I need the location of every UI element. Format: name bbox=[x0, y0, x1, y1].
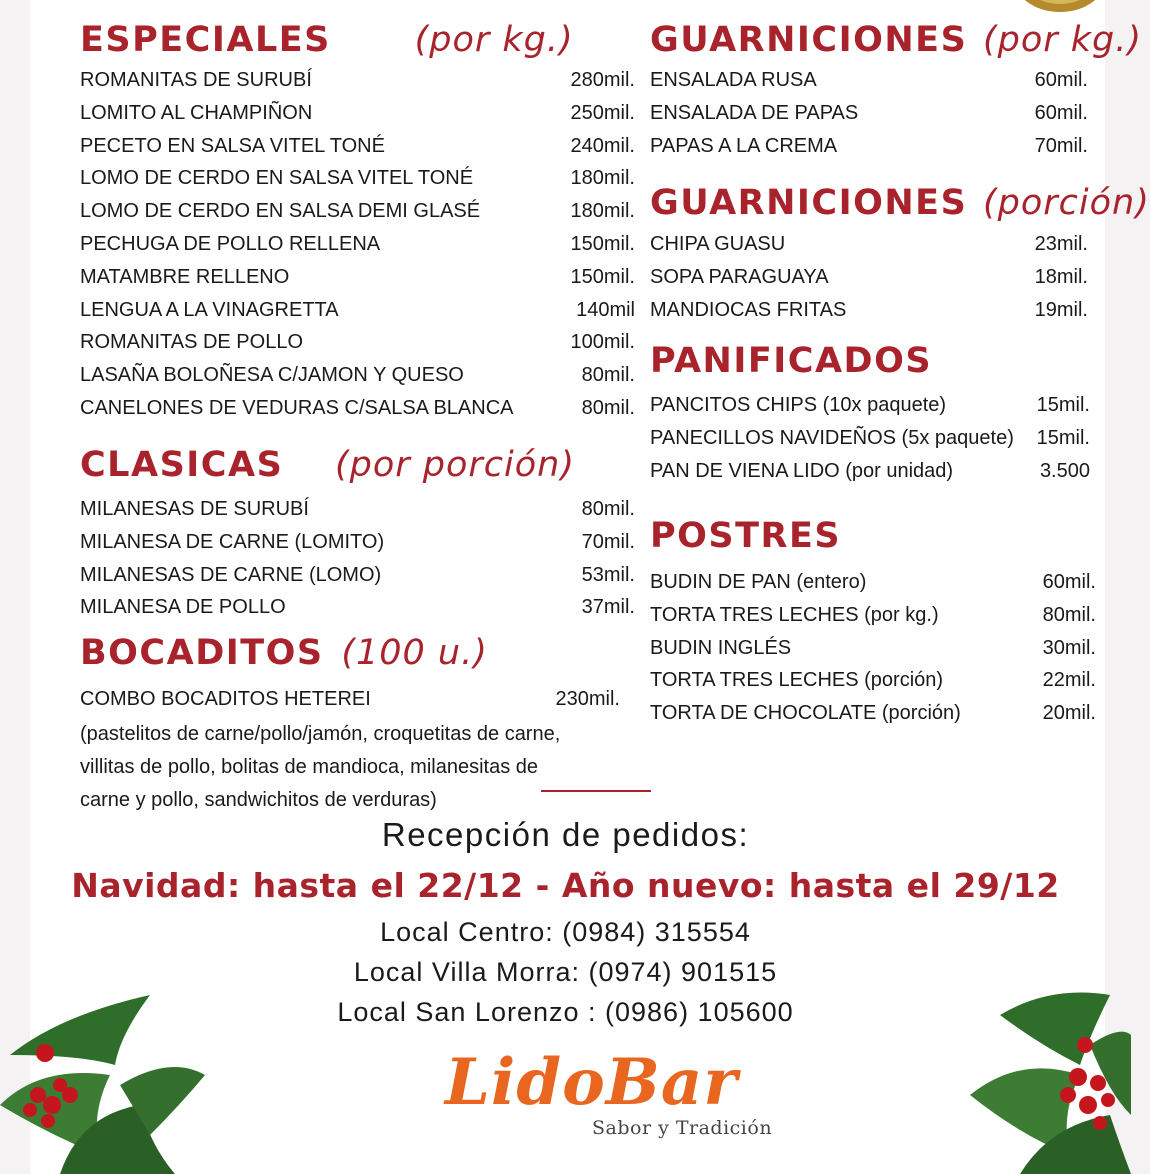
guarniciones-porcion-title: GUARNICIONES bbox=[650, 183, 968, 223]
guarniciones-kg-heading bbox=[650, 20, 1142, 60]
item-price: 18mil. bbox=[1034, 265, 1088, 288]
item-name: TORTA DE CHOCOLATE (porción) bbox=[650, 702, 961, 725]
item-price: 60mil. bbox=[1034, 69, 1088, 91]
item-price: 150mil. bbox=[570, 233, 635, 255]
guarniciones-kg-title: GUARNICIONES bbox=[650, 20, 968, 60]
item-price: 250mil. bbox=[570, 101, 635, 124]
item-name: MILANESAS DE SURUBÍ bbox=[80, 498, 309, 520]
clasicas-title: CLASICAS bbox=[80, 445, 284, 485]
guarniciones-kg-subtitle: (por kg.) bbox=[982, 20, 1143, 60]
menu-item-row bbox=[80, 592, 635, 622]
item-price: 80mil. bbox=[1042, 603, 1096, 626]
bocaditos-subtitle: (100 u.) bbox=[341, 633, 488, 673]
holly-icon bbox=[960, 985, 1131, 1174]
menu-item-row bbox=[80, 360, 635, 390]
item-name: LOMO DE CERDO EN SALSA VITEL TONÉ bbox=[80, 167, 474, 190]
item-price: 70mil. bbox=[1034, 134, 1088, 157]
item-name: BUDIN INGLÉS bbox=[650, 636, 792, 659]
especiales-heading bbox=[80, 20, 574, 60]
menu-item-row bbox=[650, 567, 1096, 597]
menu-item-row bbox=[80, 196, 635, 226]
item-name: CHIPA GUASU bbox=[650, 233, 786, 255]
postres-title: POSTRES bbox=[650, 516, 842, 556]
item-price: 37mil. bbox=[581, 596, 635, 619]
item-price: 15mil. bbox=[1036, 426, 1090, 449]
item-name: PANCITOS CHIPS (10x paquete) bbox=[650, 394, 947, 416]
item-price: 60mil. bbox=[1034, 101, 1088, 124]
item-price: 15mil. bbox=[1036, 394, 1090, 416]
item-name: MILANESAS DE CARNE (LOMO) bbox=[80, 563, 382, 586]
menu-item-row bbox=[650, 456, 1090, 486]
ornament-icon bbox=[1010, 0, 1110, 20]
item-name: TORTA TRES LECHES (porción) bbox=[650, 669, 944, 692]
clasicas-heading bbox=[80, 445, 575, 485]
bocaditos-description bbox=[80, 718, 650, 817]
bocaditos-heading bbox=[80, 633, 488, 673]
item-price: 3.500 bbox=[1039, 459, 1090, 482]
description-line: carne y pollo, sandwichitos de verduras) bbox=[80, 789, 437, 811]
especiales-title: ESPECIALES bbox=[80, 20, 331, 60]
item-price: 70mil. bbox=[581, 530, 635, 553]
item-name: LASAÑA BOLOÑESA C/JAMON Y QUESO bbox=[80, 364, 464, 387]
item-name: LOMITO AL CHAMPIÑON bbox=[80, 101, 313, 124]
menu-item-row bbox=[80, 229, 635, 259]
bocaditos-title: BOCADITOS bbox=[80, 633, 324, 673]
panificados-heading bbox=[650, 341, 932, 381]
menu-item-row bbox=[80, 131, 635, 161]
menu-item-row bbox=[80, 262, 635, 292]
holly-icon bbox=[0, 985, 210, 1174]
menu-item-row bbox=[650, 65, 1088, 95]
panificados-title: PANIFICADOS bbox=[650, 341, 933, 381]
location-villa-morra: Local Villa Morra: (0974) 901515 bbox=[353, 957, 778, 987]
menu-item-row bbox=[650, 131, 1088, 161]
clasicas-subtitle: (por porción) bbox=[334, 445, 576, 485]
item-name: TORTA TRES LECHES (por kg.) bbox=[650, 603, 939, 626]
item-name: PANECILLOS NAVIDEÑOS (5x paquete) bbox=[650, 426, 1014, 449]
item-name: PAN DE VIENA LIDO (por unidad) bbox=[650, 459, 954, 482]
item-price: 150mil. bbox=[570, 265, 635, 288]
menu-item-row bbox=[80, 295, 635, 325]
item-price: 20mil. bbox=[1042, 702, 1096, 725]
location-centro: Local Centro: (0984) 315554 bbox=[380, 917, 751, 947]
bocaditos-item bbox=[80, 684, 620, 714]
item-name: PAPAS A LA CREMA bbox=[650, 134, 838, 157]
menu-item-row bbox=[650, 600, 1096, 630]
menu-item-row bbox=[80, 163, 635, 193]
item-name: COMBO BOCADITOS HETEREI bbox=[80, 688, 371, 710]
item-price: 100mil. bbox=[570, 331, 635, 354]
item-price: 60mil. bbox=[1042, 571, 1096, 593]
item-price: 80mil. bbox=[581, 498, 635, 520]
menu-item-row bbox=[80, 560, 635, 590]
item-price: 80mil. bbox=[581, 397, 635, 419]
item-price: 140mil bbox=[576, 298, 635, 321]
item-name: PECETO EN SALSA VITEL TONÉ bbox=[80, 134, 385, 157]
item-price: 53mil. bbox=[581, 563, 635, 586]
lidobar-logo bbox=[445, 1045, 775, 1145]
description-line: villitas de pollo, bolitas de mandioca, milanesitas de bbox=[80, 756, 539, 778]
item-name: CANELONES DE VEDURAS C/SALSA BLANCA bbox=[80, 397, 514, 419]
item-name: ROMANITAS DE SURUBÍ bbox=[80, 69, 312, 91]
menu-item-row bbox=[80, 65, 635, 95]
item-price: 240mil. bbox=[570, 134, 635, 157]
description-line: (pastelitos de carne/pollo/jamón, croquetitas de carne, bbox=[80, 723, 561, 745]
item-price: 230mil. bbox=[555, 688, 620, 710]
menu-item-row bbox=[80, 393, 635, 423]
item-name: PECHUGA DE POLLO RELLENA bbox=[80, 233, 381, 255]
item-name: MILANESA DE POLLO bbox=[80, 596, 286, 619]
item-price: 180mil. bbox=[570, 167, 635, 190]
menu-item-row bbox=[650, 633, 1096, 663]
item-name: ENSALADA RUSA bbox=[650, 69, 817, 91]
menu-item-row bbox=[650, 262, 1088, 292]
item-name: LOMO DE CERDO EN SALSA DEMI GLASÉ bbox=[80, 200, 481, 223]
menu-item-row bbox=[80, 327, 635, 357]
item-price: 19mil. bbox=[1034, 298, 1088, 321]
postres-heading bbox=[650, 516, 841, 556]
menu-item-row bbox=[650, 295, 1088, 325]
menu-item-row bbox=[80, 494, 635, 524]
item-price: 280mil. bbox=[570, 69, 635, 91]
orders-deadlines: Navidad: hasta el 22/12 - Año nuevo: hasta el 29/12 bbox=[71, 866, 1060, 905]
guarniciones-porcion-heading bbox=[650, 183, 1150, 223]
divider-line bbox=[541, 790, 651, 792]
menu-item-row bbox=[650, 98, 1088, 128]
item-name: LENGUA A LA VINAGRETTA bbox=[80, 298, 339, 321]
logo-wordmark: LidoBar bbox=[445, 1045, 739, 1120]
item-name: ROMANITAS DE POLLO bbox=[80, 331, 304, 354]
menu-item-row bbox=[80, 98, 635, 128]
item-name: MILANESA DE CARNE (LOMITO) bbox=[80, 530, 385, 553]
location-san-lorenzo: Local San Lorenzo : (0986) 105600 bbox=[337, 997, 794, 1027]
item-price: 22mil. bbox=[1042, 669, 1096, 692]
item-name: SOPA PARAGUAYA bbox=[650, 265, 829, 288]
menu-item-row bbox=[650, 390, 1090, 420]
item-price: 23mil. bbox=[1034, 233, 1088, 255]
menu-item-row bbox=[650, 423, 1090, 453]
item-price: 30mil. bbox=[1042, 636, 1096, 659]
item-name: ENSALADA DE PAPAS bbox=[650, 101, 859, 124]
especiales-subtitle: (por kg.) bbox=[414, 20, 574, 60]
item-name: MANDIOCAS FRITAS bbox=[650, 298, 847, 321]
item-name: BUDIN DE PAN (entero) bbox=[650, 571, 867, 593]
item-price: 180mil. bbox=[570, 200, 635, 223]
guarniciones-porcion-subtitle: (porción) bbox=[982, 183, 1150, 223]
menu-item-row bbox=[650, 665, 1096, 695]
logo-tagline: Sabor y Tradición bbox=[592, 1117, 773, 1139]
item-name: MATAMBRE RELLENO bbox=[80, 265, 290, 288]
menu-item-row bbox=[650, 229, 1088, 259]
item-price: 80mil. bbox=[581, 364, 635, 387]
orders-heading: Recepción de pedidos: bbox=[381, 816, 750, 853]
menu-item-row bbox=[80, 527, 635, 557]
menu-item-row bbox=[650, 698, 1096, 728]
